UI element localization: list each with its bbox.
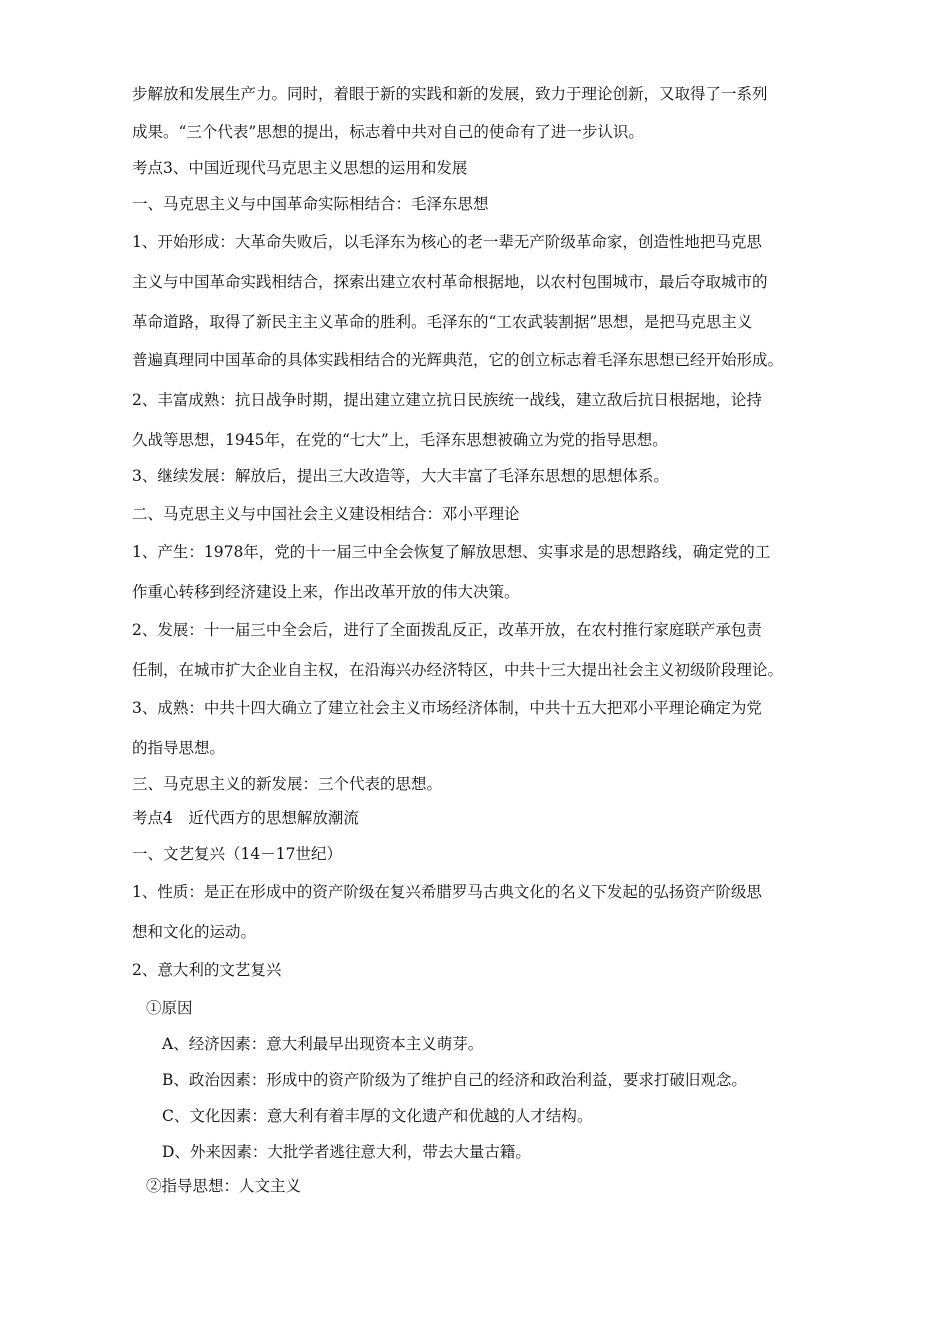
paragraph-line: 3、成熟：中共十四大确立了建立社会主义市场经济体制，中共十五大把邓小平理论确定为党 <box>132 699 762 717</box>
paragraph-line: 2、意大利的文艺复兴 <box>132 961 282 979</box>
list-item: C、文化因素：意大利有着丰厚的文化遗产和优越的人才结构。 <box>162 1107 593 1125</box>
paragraph-line: 久战等思想，1945年，在党的“七大”上，毛泽东思想被确立为党的指导思想。 <box>132 431 668 449</box>
paragraph-line: 步解放和发展生产力。同时，着眼于新的实践和新的发展，致力于理论创新，又取得了一系列 <box>132 85 768 103</box>
subsection-heading: 一、马克思主义与中国革命实际相结合：毛泽东思想 <box>132 195 489 213</box>
paragraph-line: 主义与中国革命实践相结合，探索出建立农村革命根据地，以农村包围城市，最后夺取城市的 <box>132 273 768 291</box>
subsection-heading: 三、马克思主义的新发展：三个代表的思想。 <box>132 775 443 793</box>
paragraph-line: 3、继续发展：解放后，提出三大改造等，大大丰富了毛泽东思想的思想体系。 <box>132 467 669 485</box>
list-item: B、政治因素：形成中的资产阶级为了维护自己的经济和政治利益，要求打破旧观念。 <box>162 1071 747 1089</box>
list-item: D、外来因素：大批学者逃往意大利，带去大量古籍。 <box>162 1143 531 1161</box>
paragraph-line: 普遍真理同中国革命的具体实践相结合的光辉典范，它的创立标志着毛泽东思想已经开始形成。 <box>132 351 784 369</box>
list-heading: ①原因 <box>146 999 193 1017</box>
subsection-heading: 一、文艺复兴（14－17世纪） <box>132 845 342 863</box>
paragraph-line: 任制，在城市扩大企业自主权，在沿海兴办经济特区，中共十三大提出社会主义初级阶段理论。 <box>132 661 784 679</box>
list-heading: ②指导思想：人文主义 <box>146 1177 302 1195</box>
paragraph-line: 成果。“三个代表”思想的提出，标志着中共对自己的使命有了进一步认识。 <box>132 123 644 141</box>
section-heading: 考点4 近代西方的思想解放潮流 <box>132 809 359 827</box>
paragraph-line: 想和文化的运动。 <box>132 923 257 941</box>
subsection-heading: 二、马克思主义与中国社会主义建设相结合：邓小平理论 <box>132 505 520 523</box>
list-item: A、经济因素：意大利最早出现资本主义萌芽。 <box>162 1035 484 1053</box>
paragraph-line: 1、产生：1978年，党的十一届三中全会恢复了解放思想、实事求是的思想路线，确定党的工 <box>132 543 771 561</box>
paragraph-line: 1、性质：是正在形成中的资产阶级在复兴希腊罗马古典文化的名义下发起的弘扬资产阶级思 <box>132 883 762 901</box>
paragraph-line: 1、开始形成：大革命失败后，以毛泽东为核心的老一辈无产阶级革命家，创造性地把马克思 <box>132 233 762 251</box>
paragraph-line: 作重心转移到经济建设上来，作出改革开放的伟大决策。 <box>132 583 520 601</box>
paragraph-line: 2、丰富成熟：抗日战争时期，提出建立建立抗日民族统一战线，建立敌后抗日根据地，论持 <box>132 391 762 409</box>
paragraph-line: 2、发展：十一届三中全会后，进行了全面拨乱反正，改革开放，在农村推行家庭联产承包责 <box>132 621 762 639</box>
section-heading: 考点3、中国近现代马克思主义思想的运用和发展 <box>132 159 468 177</box>
paragraph-line: 革命道路，取得了新民主主义革命的胜利。毛泽东的“工农武装割据”思想，是把马克思主义 <box>132 313 753 331</box>
paragraph-line: 的指导思想。 <box>132 739 226 757</box>
